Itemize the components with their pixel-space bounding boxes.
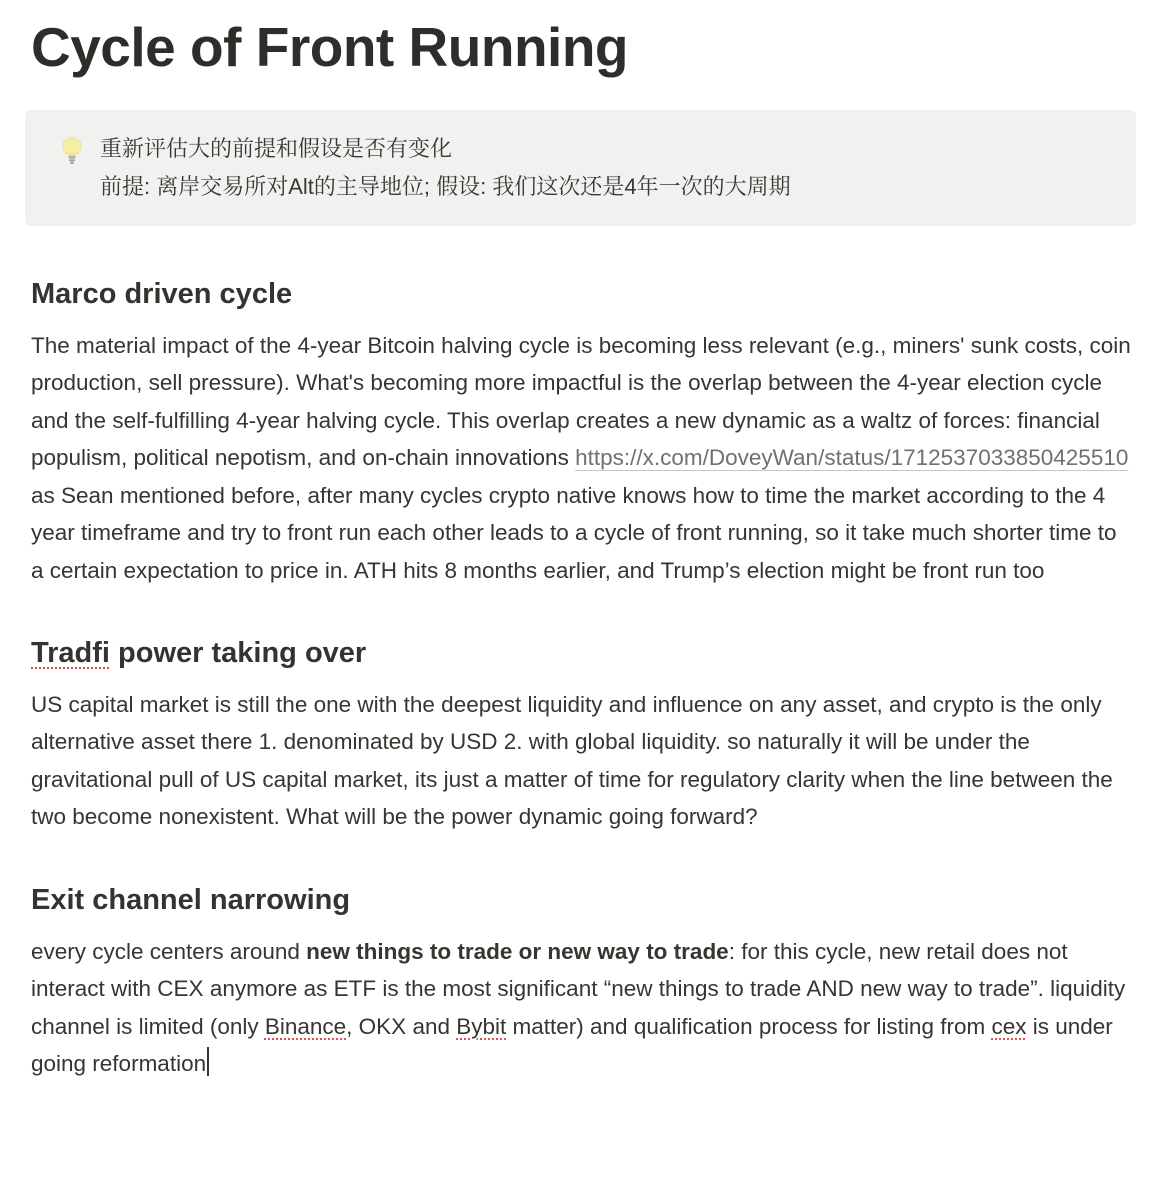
callout-text	[100, 130, 791, 206]
paragraph-marco-driven-cycle	[31, 327, 1131, 590]
text-segment: Marco driven cycle	[31, 278, 293, 310]
text-segment: new things to trade or new way to trade	[306, 938, 729, 964]
text-segment: every cycle centers around	[31, 938, 307, 964]
text-segment: Bybit	[456, 1013, 507, 1039]
text-segment: Tradfi	[31, 637, 110, 670]
callout-line-1: 重新评估大的前提和假设是否有变化	[100, 136, 453, 161]
text-segment: power taking over	[109, 637, 367, 670]
heading-marco-driven-cycle	[31, 276, 1131, 314]
page-title: Cycle of Front Running	[31, 16, 629, 78]
inline-link[interactable]: https://x.com/DoveyWan/status/1712537033850425510	[575, 445, 1129, 471]
heading-exit-channel-narrowing	[31, 882, 1131, 920]
callout-line-2: 前提: 离岸交易所对Alt的主导地位; 假设: 我们这次还是4年一次的大周期	[100, 174, 791, 199]
lightbulb-icon	[57, 130, 87, 172]
heading-tradfi-power-taking-over	[31, 635, 1131, 673]
text-segment: : for this cycle, new retail does not interact with CEX anymore as ETF is the most significant “new things to trade AND new way to trade”. liquidity channel is limited (only	[31, 938, 1126, 1039]
paragraph-exit-channel-narrowing	[31, 933, 1131, 1083]
text-segment: US capital market is still the one with the deepest liquidity and influence on any asset, and crypto is the only alternative asset there 1. denominated by USD 2. with global liquidity. so naturally it will be under the gravitational pull of US capital market, its just a matter of time for regulatory clarity when the line between the two become nonexistent. What will be the power dynamic going forward?	[31, 691, 1113, 830]
text-segment: Binance	[264, 1013, 347, 1039]
text-segment: cex	[991, 1013, 1027, 1039]
text-caret	[207, 1047, 209, 1076]
text-segment: , OKX and	[346, 1013, 457, 1039]
text-segment: Exit channel narrowing	[31, 883, 351, 916]
text-segment: as Sean mentioned before, after many cycles crypto native knows how to time the market according to the 4 year timeframe and try to front run each other leads to a cycle of front running, so it take much shorter time to a certain expectation to price in. ATH hits 8 months earlier, and Trump’s election might be front run too	[31, 482, 1117, 583]
text-segment: The material impact of the 4-year Bitcoin halving cycle is becoming less relevant (e.g., miners' sunk costs, coin production, sell pressure). What's becoming more impactful is the overlap between the 4-year election cycle and the self-fulfilling 4-year halving cycle. This overlap creates a new dynamic as a waltz of forces: financial populism, political nepotism, and on-chain innovations	[31, 332, 1131, 471]
callout-block	[25, 110, 1136, 226]
text-segment: matter) and qualification process for listing from	[506, 1013, 992, 1039]
text-segment: is under going reformation	[31, 1013, 1113, 1077]
paragraph-tradfi-power-taking-over	[31, 686, 1131, 836]
